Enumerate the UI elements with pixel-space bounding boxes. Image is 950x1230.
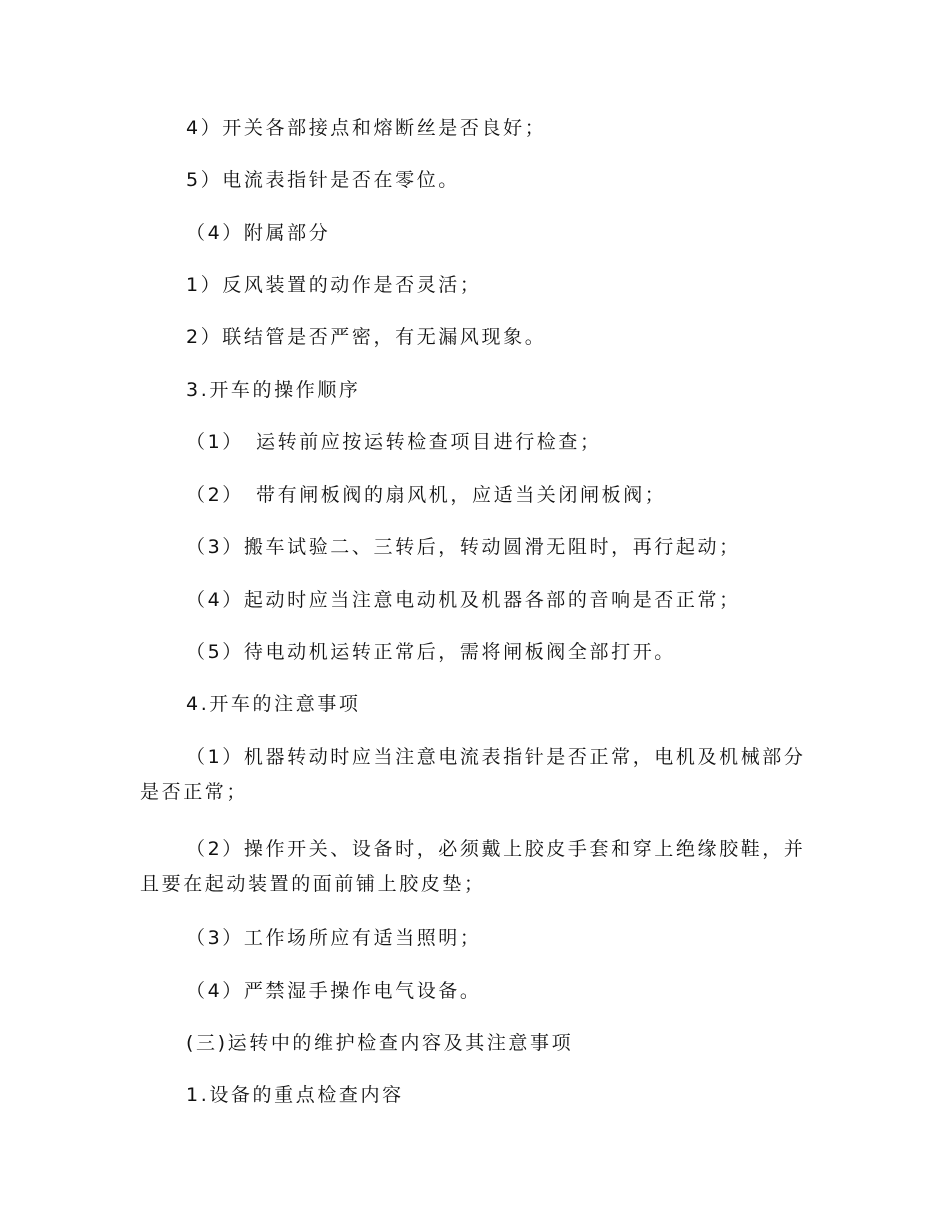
paragraph-line: 1）反风装置的动作是否灵活； [186,274,482,296]
section-heading: （4）附属部分 [186,222,331,244]
paragraph-line: 5）电流表指针是否在零位。 [186,169,460,191]
section-heading: 4.开车的注意事项 [186,693,361,715]
section-heading: (三)运转中的维护检查内容及其注意事项 [186,1032,574,1054]
paragraph-wrapped: （1）机器转动时应当注意电流表指针是否正常，电机及机械部分是否正常； [140,746,806,803]
paragraph-wrapped: （2）操作开关、设备时，必须戴上胶皮手套和穿上绝缘胶鞋，并且要在起动装置的面前铺上胶皮垫； [140,838,806,895]
paragraph-line: （4）严禁湿手操作电气设备。 [186,980,482,1002]
paragraph-line: （1） 运转前应按运转检查项目进行检查； [186,431,602,453]
paragraph-line: （4）起动时应当注意电动机及机器各部的音响是否正常； [186,589,741,611]
paragraph-line: （2） 带有闸板阀的扇风机，应适当关闭闸板阀； [186,484,667,506]
paragraph-line: （3）搬车试验二、三转后，转动圆滑无阻时，再行起动； [186,536,741,558]
section-heading: 3.开车的操作顺序 [186,379,361,401]
paragraph-line: （3）工作场所应有适当照明； [186,927,482,949]
paragraph-line: 2）联结管是否严密，有无漏风现象。 [186,326,547,348]
section-heading: 1.设备的重点检查内容 [186,1084,404,1106]
paragraph-line: 4）开关各部接点和熔断丝是否良好； [186,117,547,139]
paragraph-line: （5）待电动机运转正常后，需将闸板阀全部打开。 [186,641,676,663]
